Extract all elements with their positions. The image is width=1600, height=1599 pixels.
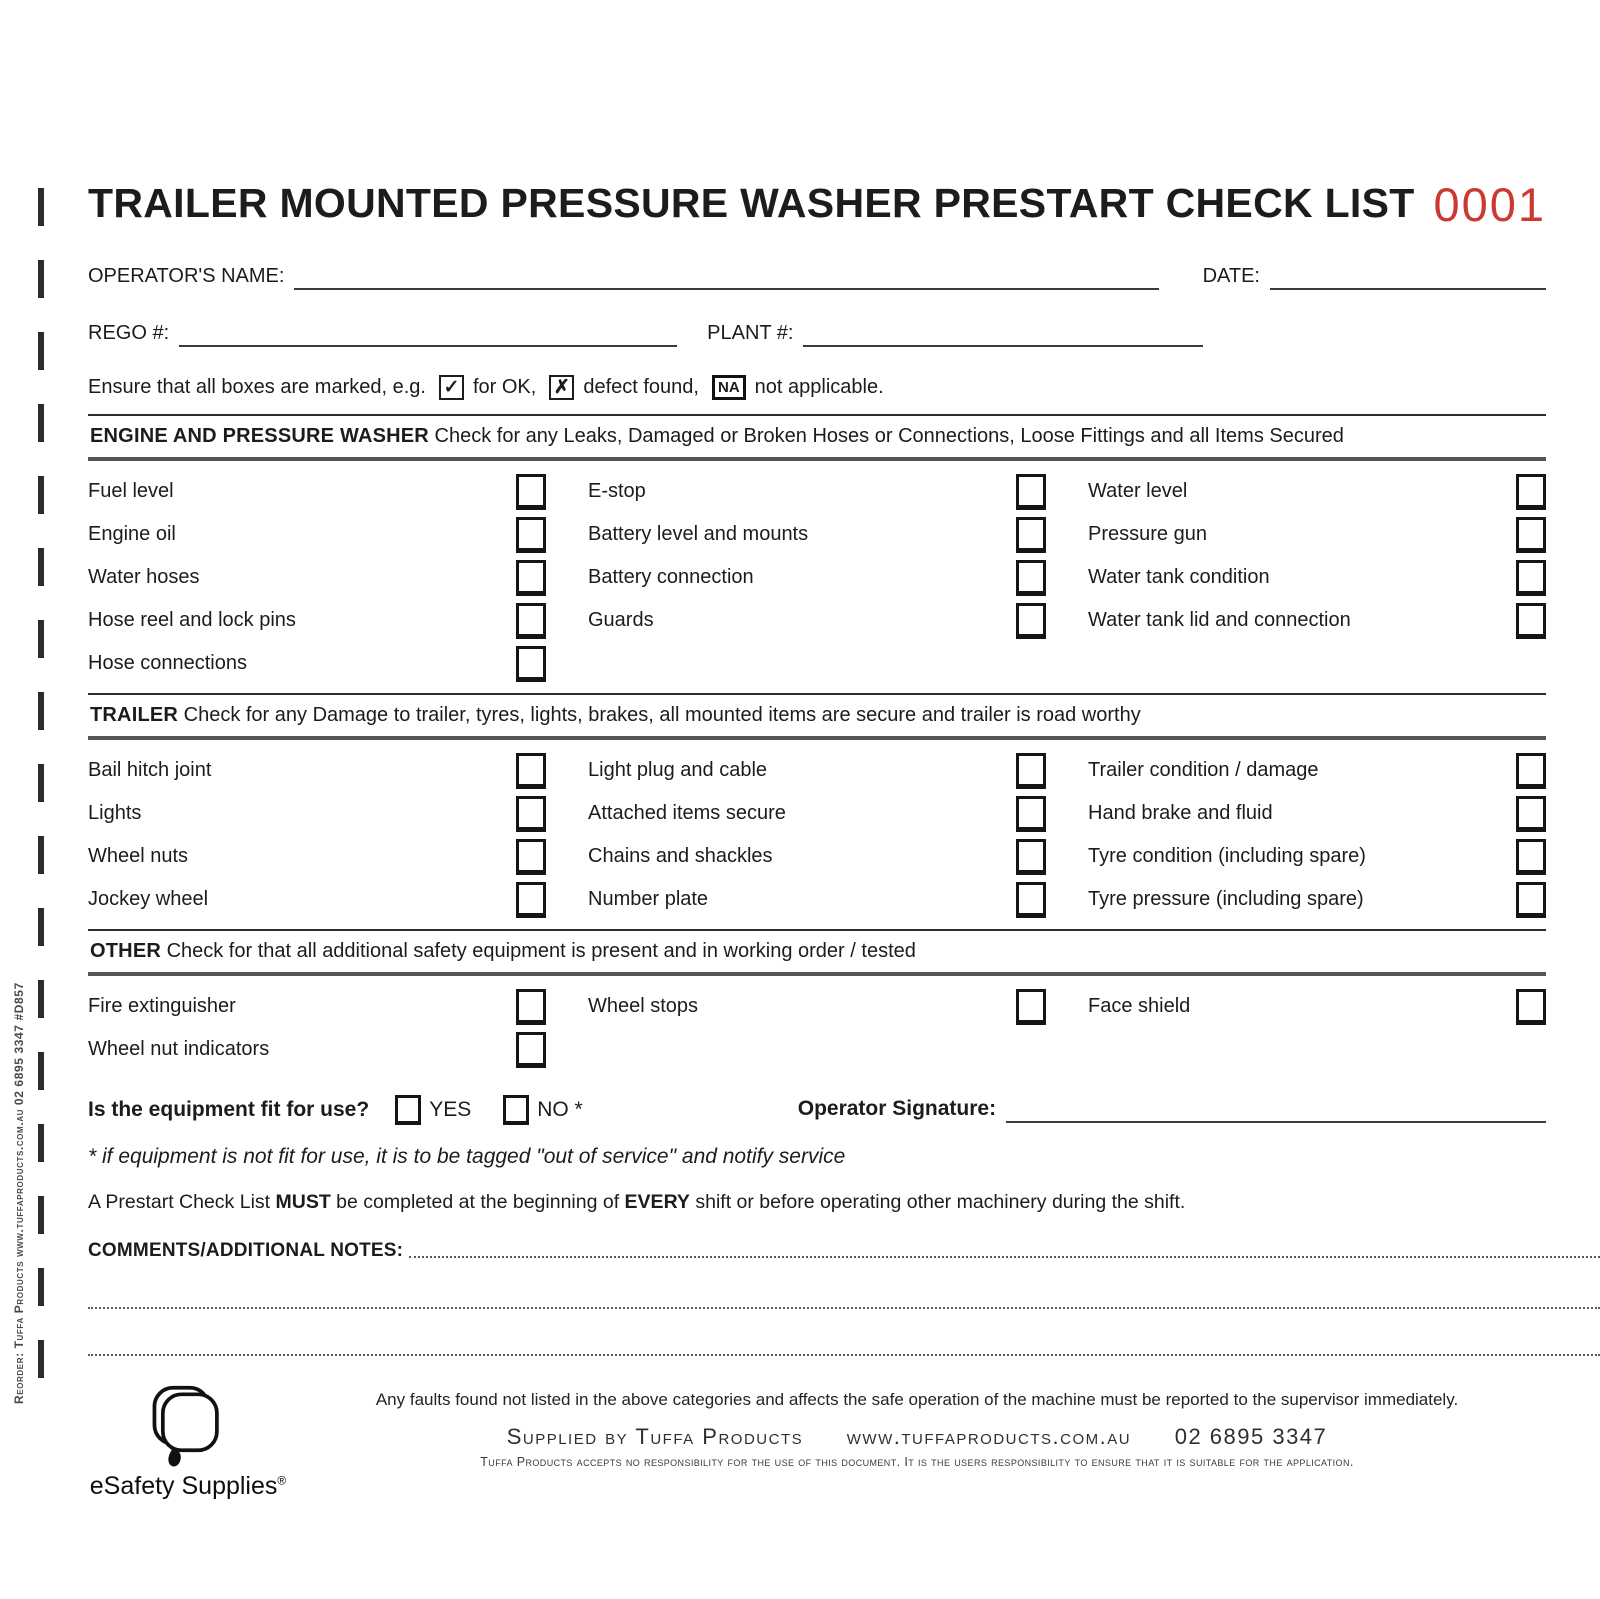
checkbox[interactable] <box>1016 517 1046 553</box>
checkbox[interactable] <box>1516 839 1546 875</box>
section-description: Check for any Damage to trailer, tyres, lights, brakes, all mounted items are secure and trailer is road worthy <box>183 704 1141 727</box>
operator-name-field[interactable] <box>294 266 1158 290</box>
section-engine-and-pressure-washer <box>88 414 1546 693</box>
prestart-note-part: A Prestart Check List <box>88 1191 276 1214</box>
faults-note: Any faults found not listed in the above categories and affects the safe operation of the machine must be reported to the supervisor immediately. <box>375 1390 1459 1410</box>
section-description: Check for any Leaks, Damaged or Broken Hoses or Connections, Loose Fittings and all Items Secured <box>434 425 1344 448</box>
checkbox[interactable] <box>1516 753 1546 789</box>
fit-for-use-row <box>88 1095 1546 1125</box>
supplied-by: Supplied by Tuffa Products <box>506 1424 804 1450</box>
phone-number: 02 6895 3347 <box>1174 1424 1328 1450</box>
signature-group <box>798 1097 1546 1123</box>
legend-na-text: not applicable. <box>754 376 884 399</box>
fit-for-use-question: Is the equipment fit for use? <box>88 1098 370 1122</box>
checklist-item <box>1088 749 1546 792</box>
footer-text <box>288 1376 1546 1469</box>
checkbox[interactable] <box>516 560 546 596</box>
checklist-item-label: Water tank lid and connection <box>1088 609 1351 632</box>
checkbox[interactable] <box>1516 796 1546 832</box>
checklist-item-label: Wheel nuts <box>88 845 189 868</box>
checkbox[interactable] <box>1016 839 1046 875</box>
checklist-item-label: Wheel nut indicators <box>88 1038 270 1061</box>
checklist-item-label: Pressure gun <box>1088 523 1207 546</box>
checklist-item-label: Water tank condition <box>1088 566 1270 589</box>
no-checkbox[interactable] <box>503 1095 529 1125</box>
comments-line-3[interactable] <box>88 1354 1600 1356</box>
checklist-item <box>1088 792 1546 835</box>
esafety-brand: eSafety Supplies <box>89 1472 278 1501</box>
checklist-item <box>588 513 1046 556</box>
reorder-margin-text: Reorder: Tuffa Products www.tuffaproducts.com.au 02 6895 3347 #D857 <box>12 982 26 1404</box>
plant-label: PLANT #: <box>707 322 794 345</box>
checklist-item-label: Water hoses <box>88 566 200 589</box>
checkbox[interactable] <box>1516 882 1546 918</box>
checklist-item-label: Bail hitch joint <box>88 759 212 782</box>
checkbox[interactable] <box>516 989 546 1025</box>
checkbox[interactable] <box>516 882 546 918</box>
supplied-line <box>288 1424 1546 1450</box>
form-content <box>88 180 1546 1501</box>
section-description: Check for that all additional safety equipment is present and in working order / tested <box>166 940 916 963</box>
checklist-item <box>588 878 1046 921</box>
checkbox[interactable] <box>1516 989 1546 1025</box>
checklist-item-label: Trailer condition / damage <box>1088 759 1319 782</box>
checklist-item <box>1088 835 1546 878</box>
operator-signature-field[interactable] <box>1006 1099 1546 1123</box>
checkbox[interactable] <box>1516 603 1546 639</box>
operator-date-row <box>88 265 1546 290</box>
checkbox[interactable] <box>1016 560 1046 596</box>
checkbox[interactable] <box>1016 989 1046 1025</box>
checkbox[interactable] <box>516 839 546 875</box>
checkbox[interactable] <box>516 474 546 510</box>
checkbox[interactable] <box>1016 882 1046 918</box>
checkbox[interactable] <box>516 603 546 639</box>
checklist-item <box>88 835 546 878</box>
comments-line-1[interactable] <box>409 1256 1600 1258</box>
rego-plant-row <box>88 322 1546 347</box>
checklist-item-label: Battery level and mounts <box>588 523 809 546</box>
legend-row <box>88 375 1546 400</box>
checkbox[interactable] <box>516 646 546 682</box>
date-field[interactable] <box>1270 266 1546 290</box>
checklist-item <box>88 599 546 642</box>
esafety-logo-text <box>90 1472 286 1501</box>
checklist-item-label: Fuel level <box>88 480 174 503</box>
checklist-item <box>588 985 1046 1028</box>
checklist-item-label: E-stop <box>588 480 646 503</box>
checkbox[interactable] <box>1516 517 1546 553</box>
website: www.tuffaproducts.com.au <box>846 1424 1132 1450</box>
checklist-column <box>588 985 1046 1071</box>
comments-line-2[interactable] <box>88 1307 1600 1309</box>
checklist-item-label: Water level <box>1088 480 1188 503</box>
yes-checkbox[interactable] <box>395 1095 421 1125</box>
checklist-column <box>88 749 546 921</box>
checklist-item <box>88 1028 546 1071</box>
checklist-item <box>88 513 546 556</box>
checklist-item <box>88 642 546 685</box>
perforation-marks <box>38 188 44 1403</box>
section-header <box>88 414 1546 461</box>
checklist-item-label: Hose reel and lock pins <box>88 609 296 632</box>
checklist-item <box>588 470 1046 513</box>
checklist-item <box>588 792 1046 835</box>
rego-field[interactable] <box>179 323 677 347</box>
checklist-grid <box>88 461 1546 693</box>
checklist-item-label: Jockey wheel <box>88 888 209 911</box>
operator-name-label: OPERATOR'S NAME: <box>88 265 285 288</box>
legend-defect-text: defect found, <box>583 376 699 399</box>
na-box-icon: NA <box>712 375 746 400</box>
date-label: DATE: <box>1202 265 1260 288</box>
prestart-note-must: MUST <box>275 1191 331 1214</box>
comments-label: COMMENTS/ADDITIONAL NOTES: <box>88 1240 404 1262</box>
checklist-item <box>1088 513 1546 556</box>
checkbox[interactable] <box>516 1032 546 1068</box>
checklist-item <box>88 878 546 921</box>
checklist-item-label: Light plug and cable <box>588 759 768 782</box>
esafety-logo-icon <box>147 1382 229 1470</box>
title-row <box>88 180 1546 229</box>
prestart-note-part: shift or before operating other machinery during the shift. <box>689 1191 1186 1214</box>
checkbox[interactable] <box>1516 474 1546 510</box>
checklist-item <box>1088 470 1546 513</box>
legend-ok-text: for OK, <box>472 376 537 399</box>
out-of-service-note: * if equipment is not fit for use, it is to be tagged "out of service" and notify service <box>88 1145 846 1169</box>
checklist-sections <box>88 414 1546 1079</box>
checklist-item <box>588 835 1046 878</box>
checkbox[interactable] <box>1016 603 1046 639</box>
page-title: TRAILER MOUNTED PRESSURE WASHER PRESTART CHECK LIST <box>88 180 1415 226</box>
checklist-item <box>88 470 546 513</box>
checklist-item-label: Hand brake and fluid <box>1088 802 1273 825</box>
checklist-item-label: Tyre pressure (including spare) <box>1088 888 1364 911</box>
checklist-item-label: Number plate <box>588 888 709 911</box>
legend-prefix: Ensure that all boxes are marked, e.g. <box>88 376 426 399</box>
checklist-column <box>1088 985 1546 1071</box>
checklist-item-label: Lights <box>88 802 142 825</box>
prestart-note <box>88 1191 1546 1214</box>
footer <box>88 1376 1546 1501</box>
checklist-item <box>588 556 1046 599</box>
checkbox[interactable] <box>516 796 546 832</box>
checkbox[interactable] <box>1016 474 1046 510</box>
checklist-item <box>88 556 546 599</box>
checklist-column <box>588 470 1046 685</box>
checklist-item <box>88 792 546 835</box>
checklist-item-label: Hose connections <box>88 652 247 675</box>
serial-number: 0001 <box>1433 178 1546 231</box>
section-title: OTHER <box>90 940 161 963</box>
checklist-item <box>1088 556 1546 599</box>
checklist-item-label: Attached items secure <box>588 802 786 825</box>
checklist-item-label: Guards <box>588 609 654 632</box>
checked-box-icon: ✓ <box>439 375 464 400</box>
checklist-item <box>588 749 1046 792</box>
registered-mark: ® <box>277 1474 287 1489</box>
plant-field[interactable] <box>803 323 1203 347</box>
disclaimer: Tuffa Products accepts no responsibility for the use of this document. It is the users responsibility to ensure that it is suitable for the application. <box>480 1455 1354 1470</box>
checkbox[interactable] <box>1016 796 1046 832</box>
comments-row <box>88 1240 1600 1262</box>
checklist-item-label: Fire extinguisher <box>88 995 236 1018</box>
checklist-item-label: Face shield <box>1088 995 1191 1018</box>
prestart-note-every: EVERY <box>624 1191 690 1214</box>
prestart-note-part: be completed at the beginning of <box>330 1191 625 1214</box>
checklist-item-label: Wheel stops <box>588 995 699 1018</box>
checklist-item <box>588 599 1046 642</box>
checklist-item-label: Battery connection <box>588 566 754 589</box>
section-header <box>88 929 1546 976</box>
esafety-logo <box>88 1376 288 1501</box>
section-trailer <box>88 693 1546 929</box>
section-title: ENGINE AND PRESSURE WASHER <box>90 425 429 448</box>
operator-signature-label: Operator Signature: <box>797 1097 997 1121</box>
checkbox[interactable] <box>1016 753 1046 789</box>
checklist-column <box>1088 470 1546 685</box>
checkbox[interactable] <box>516 517 546 553</box>
checklist-column <box>88 470 546 685</box>
checklist-item <box>88 985 546 1028</box>
section-header <box>88 693 1546 740</box>
rego-label: REGO #: <box>88 322 170 345</box>
section-title: TRAILER <box>90 704 179 727</box>
checklist-item-label: Chains and shackles <box>588 845 773 868</box>
checklist-item <box>1088 985 1546 1028</box>
checklist-grid <box>88 976 1546 1079</box>
checklist-item <box>1088 878 1546 921</box>
section-other <box>88 929 1546 1079</box>
checkbox[interactable] <box>1516 560 1546 596</box>
checkbox[interactable] <box>516 753 546 789</box>
yes-label: YES <box>429 1098 472 1122</box>
checklist-item-label: Engine oil <box>88 523 176 546</box>
checklist-item <box>88 749 546 792</box>
checklist-column <box>1088 749 1546 921</box>
checklist-column <box>88 985 546 1071</box>
checklist-item <box>1088 599 1546 642</box>
crossed-box-icon: ✗ <box>549 375 574 400</box>
checklist-grid <box>88 740 1546 929</box>
checklist-item-label: Tyre condition (including spare) <box>1088 845 1366 868</box>
checklist-column <box>588 749 1046 921</box>
no-label: NO * <box>537 1098 583 1122</box>
